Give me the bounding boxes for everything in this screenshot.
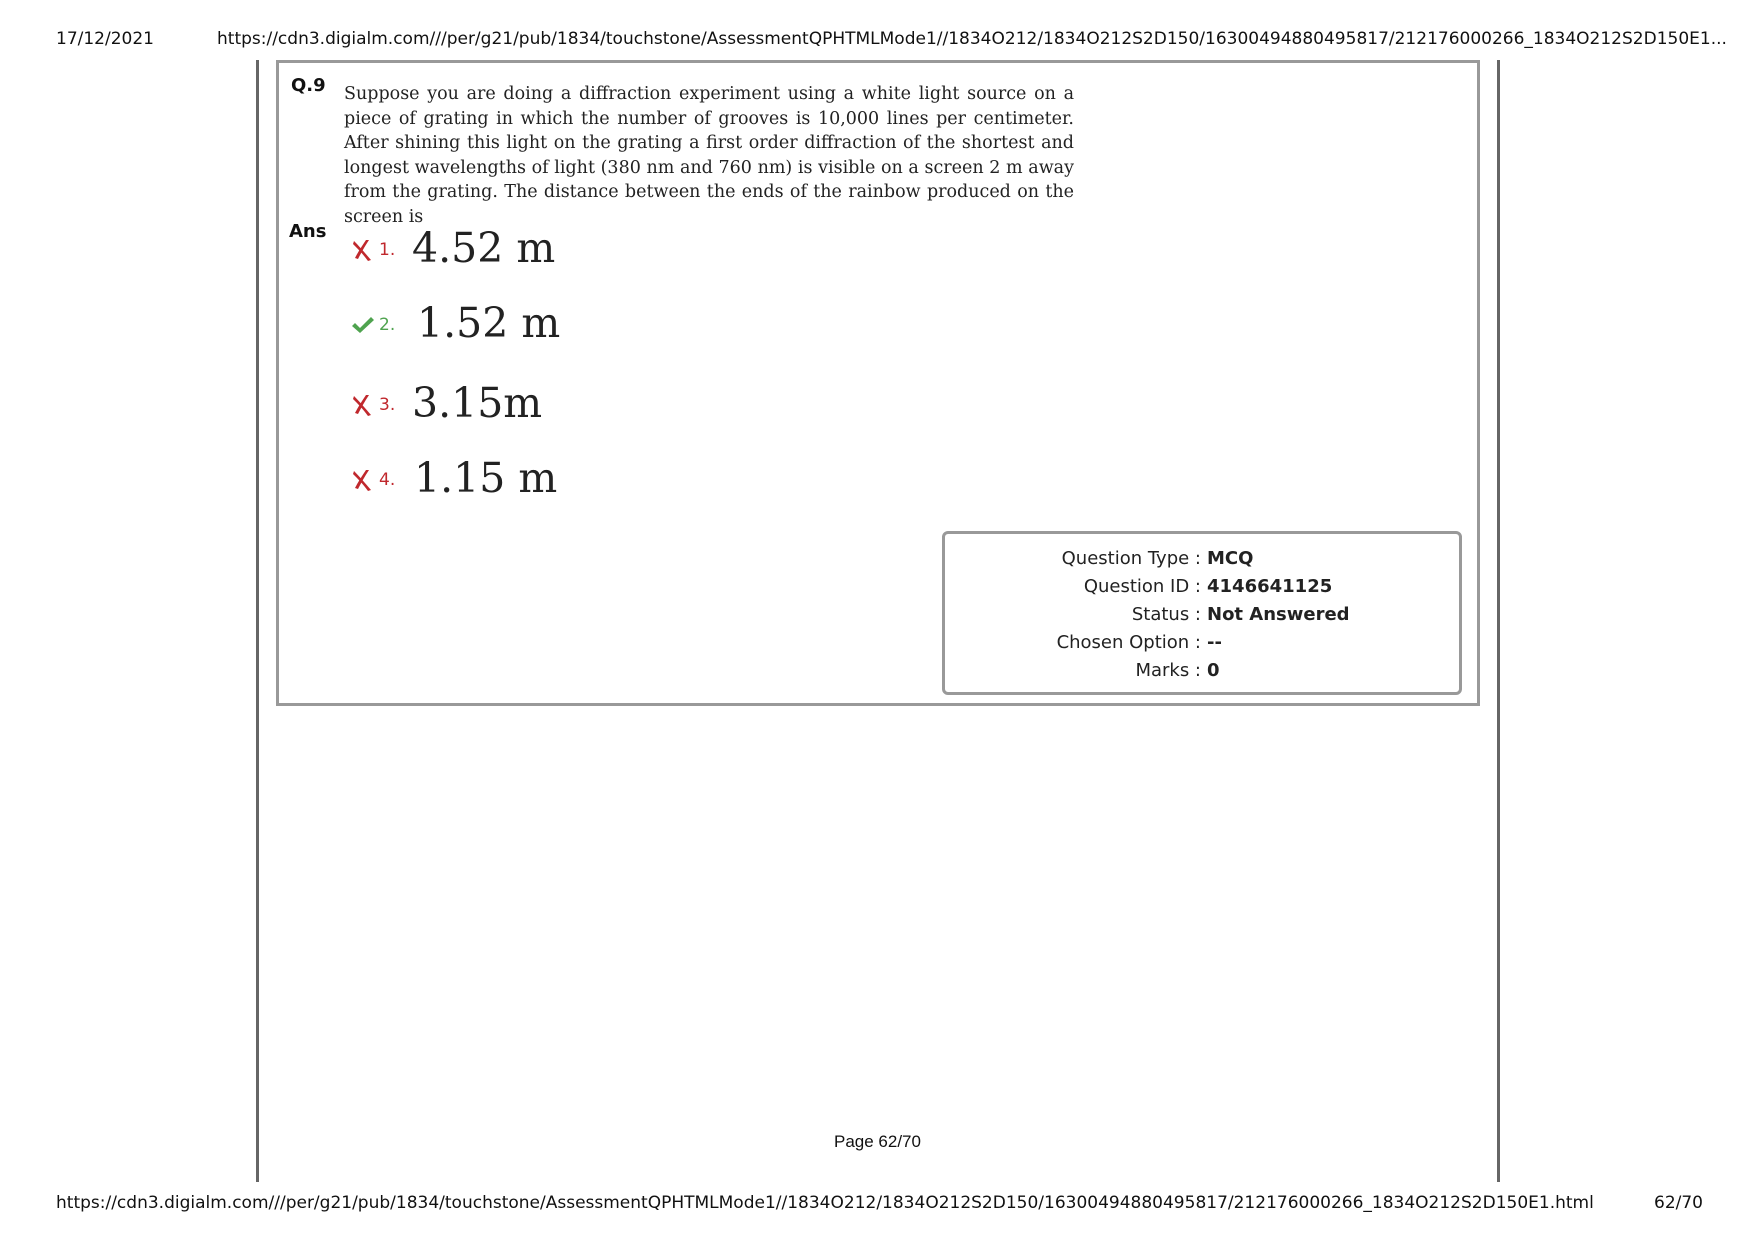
cross-icon (350, 393, 374, 417)
question-text: Suppose you are doing a diffraction experiment using a white light source on a piece of grating in which the number of grooves is 10,000 lines per centimeter. After shining this light on the grating a first order diffraction of the shortest and longest wavelengths of light (380 nm and 760 nm) is visible on a screen 2 m away from the grating. The distance between the ends of the rainbow produced on the screen is (344, 84, 1074, 227)
info-value: 4146641125 (1207, 576, 1333, 597)
option-number: 2. (379, 315, 396, 335)
question-number: Q.9 (291, 75, 326, 96)
option-number: 1. (379, 240, 396, 260)
footer-page-count: 62/70 (1654, 1193, 1703, 1213)
footer-url: https://cdn3.digialm.com///per/g21/pub/1834/touchstone/AssessmentQPHTMLMode1//1834O212/1834O212S2D150/16300494880495817/212176000266_1834O212S2D150E1.html (56, 1193, 1594, 1213)
print-date: 17/12/2021 (56, 29, 154, 49)
info-row-status (945, 601, 1350, 629)
page-number: Page 62/70 (834, 1132, 921, 1151)
info-value: 0 (1207, 660, 1220, 681)
info-row-type (945, 545, 1350, 573)
header-url: https://cdn3.digialm.com///per/g21/pub/1834/touchstone/AssessmentQPHTMLMode1//1834O212/1834O212S2D150/16300494880495817/212176000266_1834O212S2D150E1... (217, 29, 1727, 49)
info-row-id (945, 573, 1350, 601)
info-row-marks (945, 657, 1350, 685)
question-info-box (942, 531, 1462, 695)
info-key: Question Type : (1061, 548, 1201, 569)
info-row-chosen (945, 629, 1350, 657)
info-value: MCQ (1207, 548, 1254, 569)
option-text: 1.52 m (417, 299, 561, 347)
option-text: 3.15m (412, 379, 543, 427)
page-border-right (1497, 60, 1500, 1182)
info-value: -- (1207, 632, 1222, 653)
option-number: 4. (379, 470, 396, 490)
option-text: 1.15 m (414, 454, 558, 502)
info-key: Marks : (1135, 660, 1201, 681)
info-key: Status : (1131, 604, 1201, 625)
check-icon (350, 313, 374, 337)
cross-icon (350, 468, 374, 492)
info-key: Question ID : (1083, 576, 1201, 597)
question-info-table (945, 545, 1350, 685)
page-border-left (256, 60, 259, 1182)
cross-icon (350, 238, 374, 262)
option-number: 3. (379, 395, 396, 415)
info-value: Not Answered (1207, 604, 1350, 625)
option-text: 4.52 m (412, 224, 556, 272)
info-key: Chosen Option : (1056, 632, 1201, 653)
answer-label: Ans (289, 221, 327, 242)
